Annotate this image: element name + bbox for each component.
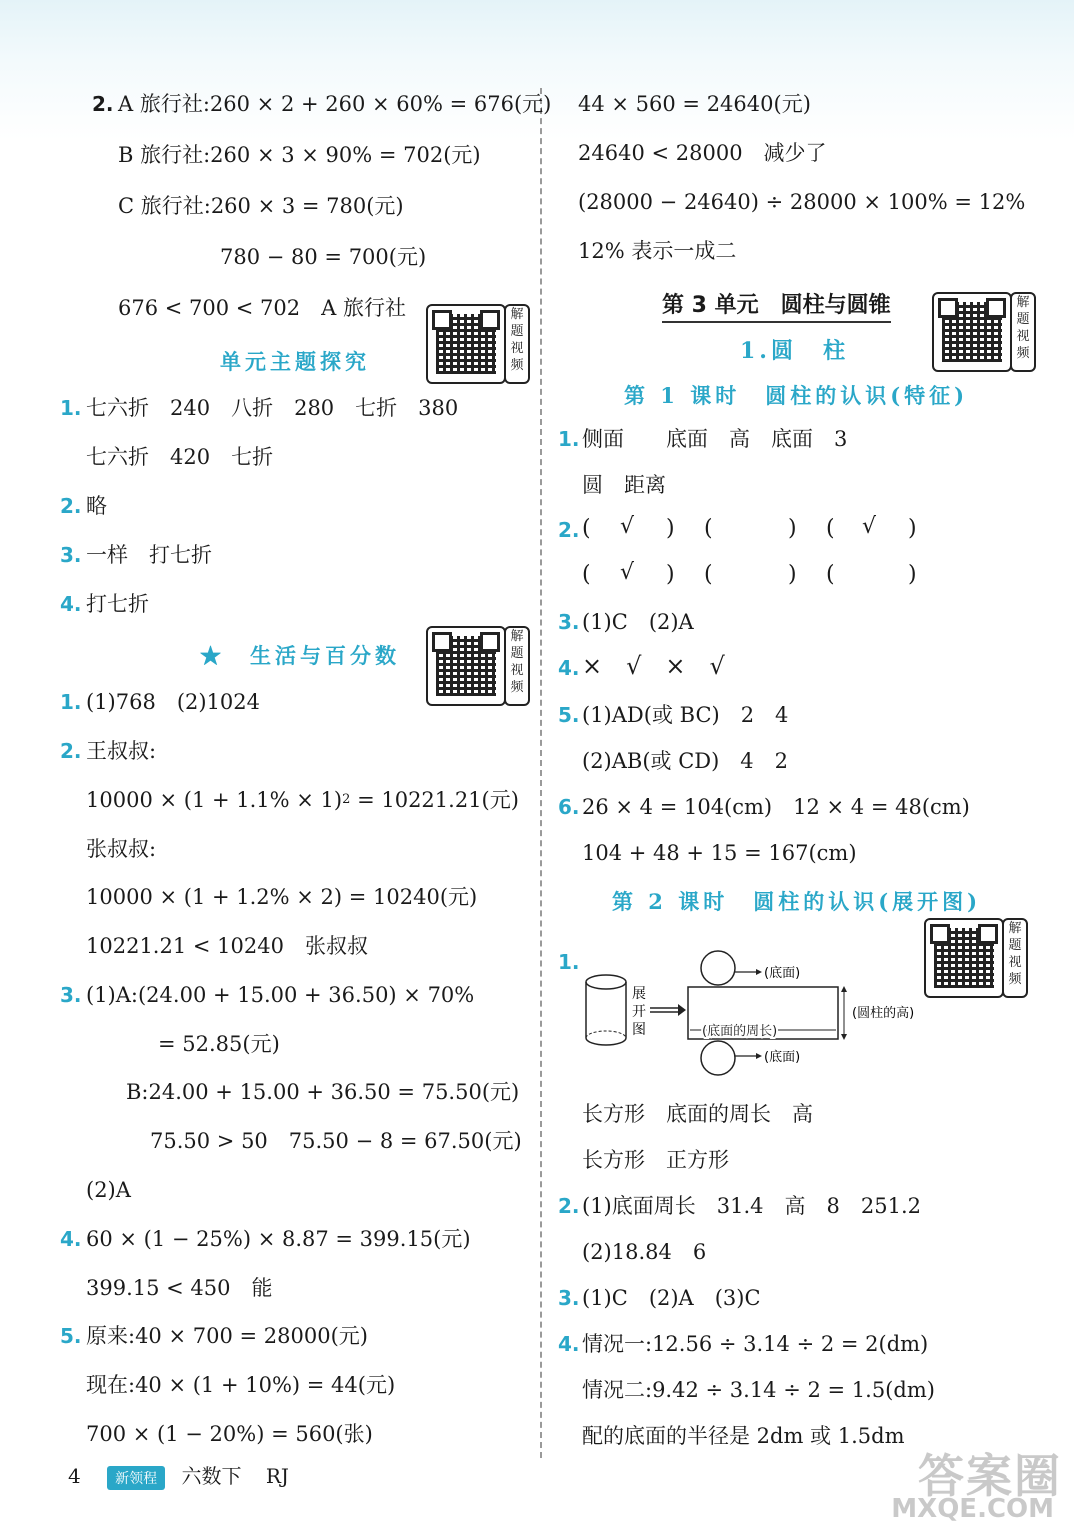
page-footer [68, 1460, 289, 1490]
question-number: 5. [558, 703, 580, 727]
answer-line: (1)C (2)A [582, 610, 694, 634]
answer-line: 现在:40 × (1 + 10%) = 44(元) [86, 1373, 396, 1397]
section-title: 单元主题探究 [220, 349, 370, 374]
question-number: 3. [558, 1286, 580, 1310]
answer-line: (2)18.84 6 [582, 1240, 707, 1264]
answer-line: 原来:40 × 700 = 28000(元) [86, 1324, 368, 1348]
answer-line: 略 [86, 494, 107, 518]
unfold-label: 展开图 [632, 986, 646, 1038]
paren: ) [788, 516, 797, 541]
question-number: 2. [558, 518, 580, 542]
paren: ( [826, 562, 835, 587]
qr-tag: 解题视频 [1002, 918, 1028, 998]
question-number: 6. [558, 795, 580, 819]
watermark-url: MXQE.COM [891, 1494, 1054, 1524]
question-number: 5. [60, 1324, 82, 1348]
question-number: 2. [92, 92, 114, 116]
answer-line: (1)A:(24.00 + 15.00 + 36.50) × 70% [86, 983, 475, 1007]
check-mark: √ [862, 514, 877, 539]
qr-tag: 解题视频 [1010, 292, 1036, 372]
qr-code-video[interactable] [932, 292, 1036, 372]
question-number: 4. [558, 1332, 580, 1356]
answer-line: A 旅行社:260 × 2 + 260 × 60% = 676(元) [118, 92, 552, 116]
check-mark: √ [620, 560, 635, 585]
question-number: 4. [558, 656, 580, 680]
answer-line: 60 × (1 − 25%) × 8.87 = 399.15(元) [86, 1227, 471, 1251]
edition-label: RJ [265, 1464, 289, 1488]
unit-title: 第 3 单元 圆柱与圆锥 [662, 288, 891, 323]
bottom-base-label: (底面) [764, 1050, 801, 1065]
answer-line: 情况二:9.42 ÷ 3.14 ÷ 2 = 1.5(dm) [582, 1378, 935, 1402]
answer-line: 10221.21 < 10240 张叔叔 [86, 934, 368, 958]
paren: ( [704, 562, 713, 587]
answer-line: 配的底面的半径是 2dm 或 1.5dm [582, 1424, 905, 1448]
answer-line: 一样 打七折 [86, 543, 212, 567]
question-number: 4. [60, 1227, 82, 1251]
answer-line: = 52.85(元) [158, 1032, 280, 1056]
height-arrow-tail [841, 1034, 847, 1040]
answer-line: B 旅行社:260 × 3 × 90% = 702(元) [118, 143, 481, 167]
paren: ( [582, 562, 591, 587]
answer-line: (1)C (2)A (3)C [582, 1286, 761, 1310]
pointer-head [756, 969, 762, 975]
answer-line: 780 − 80 = 700(元) [220, 245, 427, 269]
answer-line: (2)AB(或 CD) 4 2 [582, 749, 789, 773]
qr-tag: 解题视频 [504, 626, 530, 706]
unfold-arrow [650, 1004, 686, 1016]
top-base-label: (底面) [764, 966, 801, 981]
answer-line: 情况一:12.56 ÷ 3.14 ÷ 2 = 2(dm) [582, 1332, 929, 1356]
check-mark: √ [620, 514, 635, 539]
qr-code-icon [932, 292, 1012, 372]
paren: ) [788, 562, 797, 587]
brand-badge: 新领程 [107, 1466, 165, 1490]
answer-line: 长方形 正方形 [582, 1148, 729, 1172]
answer-line: (1)AD(或 BC) 2 4 [582, 703, 789, 727]
paren: ( [704, 516, 713, 541]
answer-line: 王叔叔: [86, 739, 157, 763]
column-divider [540, 88, 542, 1458]
answer-line: 12% 表示一成二 [578, 239, 737, 263]
answer-line: 七六折 240 八折 280 七折 380 [86, 396, 459, 420]
question-number: 3. [60, 543, 82, 567]
answer-line: 26 × 4 = 104(cm) 12 × 4 = 48(cm) [582, 795, 970, 819]
answer-line: B:24.00 + 15.00 + 36.50 = 75.50(元) [126, 1080, 520, 1104]
paren: ( [582, 516, 591, 541]
answer-line: 676 < 700 < 702 A 旅行社 [118, 296, 406, 320]
subsection-title: 1.圆 柱 [740, 338, 849, 364]
question-number: 1. [558, 427, 580, 451]
answer-line: (1)768 (2)1024 [86, 690, 261, 714]
question-number: 1. [558, 950, 580, 974]
page-number: 4 [68, 1464, 81, 1488]
question-number: 2. [60, 494, 82, 518]
answer-line: 44 × 560 = 24640(元) [578, 92, 811, 116]
pointer-head [756, 1053, 762, 1059]
section-title: ★ 生活与百分数 [200, 643, 400, 668]
answer-line: × √ × √ [582, 652, 725, 680]
answer-line: C 旅行社:260 × 3 = 780(元) [118, 194, 404, 218]
formula-part: 10000 × (1 + 1.1% × 1) [86, 788, 343, 812]
answer-line: 打七折 [86, 592, 149, 616]
question-number: 3. [60, 983, 82, 1007]
answer-line: 24640 < 28000 减少了 [578, 141, 827, 165]
lesson-title: 第 2 课时 圆柱的认识(展开图) [612, 889, 982, 914]
question-number: 2. [558, 1194, 580, 1218]
subject-label: 六数下 [181, 1464, 242, 1488]
watermark-logo: 答案圈 [918, 1449, 1062, 1503]
height-label: (圆柱的高) [852, 1006, 915, 1021]
answer-line: 长方形 底面的周长 高 [582, 1102, 813, 1126]
qr-code-video[interactable] [426, 304, 530, 384]
cylinder-shape [586, 975, 626, 1045]
exponent: 2 [342, 792, 351, 807]
paren: ) [908, 562, 917, 587]
answer-line: (28000 − 24640) ÷ 28000 × 100% = 12% [578, 190, 1026, 214]
question-number: 3. [558, 610, 580, 634]
paren: ) [908, 516, 917, 541]
answer-line: 399.15 < 450 能 [86, 1276, 273, 1300]
answer-line: 75.50 > 50 75.50 − 8 = 67.50(元) [150, 1129, 522, 1153]
answer-line: 10000 × (1 + 1.2% × 2) = 10240(元) [86, 885, 478, 909]
question-number: 2. [60, 739, 82, 763]
question-number: 1. [60, 396, 82, 420]
question-number: 4. [60, 592, 82, 616]
perimeter-label: (底面的周长) [702, 1024, 778, 1039]
answer-line: 圆 距离 [582, 473, 666, 497]
answer-line: 侧面 底面 高 底面 3 [582, 427, 848, 451]
formula-part: = 10221.21(元) [357, 788, 519, 812]
lesson-title: 第 1 课时 圆柱的认识(特征) [624, 383, 969, 408]
paren: ) [666, 516, 675, 541]
answer-line [86, 786, 519, 814]
top-base-circle [701, 951, 735, 985]
answer-line: 104 + 48 + 15 = 167(cm) [582, 841, 857, 865]
paren: ) [666, 562, 675, 587]
qr-code-icon [426, 626, 506, 706]
question-number: 1. [60, 690, 82, 714]
cylinder-unfold-diagram [578, 946, 948, 1084]
answer-line: 七六折 420 七折 [86, 445, 274, 469]
qr-code-video[interactable] [426, 626, 530, 706]
answer-line: 张叔叔: [86, 837, 157, 861]
paren: ( [826, 516, 835, 541]
qr-code-icon [426, 304, 506, 384]
qr-tag: 解题视频 [504, 304, 530, 384]
answer-line: 700 × (1 − 20%) = 560(张) [86, 1422, 373, 1446]
answer-line: (2)A [86, 1178, 131, 1202]
answer-line: (1)底面周长 31.4 高 8 251.2 [582, 1194, 921, 1218]
height-arrow-head [841, 986, 847, 992]
bottom-base-circle [701, 1041, 735, 1075]
